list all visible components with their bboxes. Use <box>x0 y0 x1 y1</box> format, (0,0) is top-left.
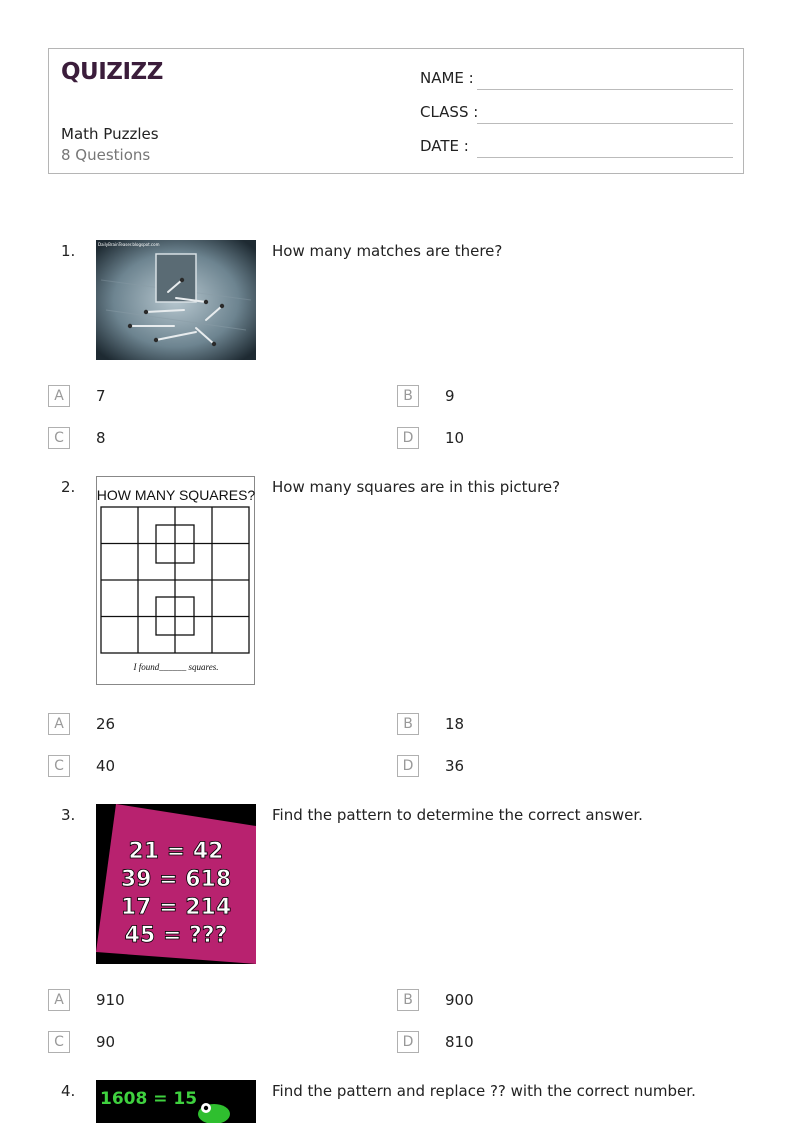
name-line <box>477 89 733 90</box>
option-d-text: 810 <box>445 1033 474 1051</box>
image-footer: I found______ squares. <box>133 662 219 672</box>
option-a-text: 910 <box>96 991 125 1009</box>
class-label: CLASS : <box>420 103 479 121</box>
option-c-text: 8 <box>96 429 106 447</box>
question-number: 2. <box>61 478 76 496</box>
question-text: Find the pattern to determine the correct answer. <box>272 806 643 824</box>
question-text: How many matches are there? <box>272 242 503 260</box>
question-text: Find the pattern and replace ?? with the correct number. <box>272 1082 696 1100</box>
pattern-puzzle-image <box>96 1080 256 1123</box>
option-d-box[interactable]: D <box>397 427 419 449</box>
worksheet-header <box>48 48 744 174</box>
pattern-line: 45 = ??? <box>124 923 228 948</box>
question-count: 8 Questions <box>61 146 151 164</box>
name-label: NAME : <box>420 69 474 87</box>
option-b-text: 900 <box>445 991 474 1009</box>
option-c-text: 90 <box>96 1033 116 1051</box>
option-b-text: 18 <box>445 715 465 733</box>
option-a-text: 7 <box>96 387 106 405</box>
option-b-text: 9 <box>445 387 455 405</box>
quizizz-logo: QUIZIZZ <box>61 59 163 85</box>
question-text: How many squares are in this picture? <box>272 478 561 496</box>
image-caption: DailyBrainTeaser.blogspot.com <box>98 242 160 247</box>
pattern-line: 17 = 214 <box>120 895 232 920</box>
option-d-text: 36 <box>445 757 465 775</box>
option-d-box[interactable]: D <box>397 755 419 777</box>
option-c-text: 40 <box>96 757 116 775</box>
date-label: DATE : <box>420 137 469 155</box>
option-a-text: 26 <box>96 715 116 733</box>
worksheet-title: Math Puzzles <box>61 125 159 143</box>
option-b-box[interactable]: B <box>397 989 419 1011</box>
class-line <box>477 123 733 124</box>
option-c-box[interactable]: C <box>48 755 70 777</box>
pattern-line: 1608 = 15 <box>100 1089 198 1109</box>
pattern-puzzle-image <box>96 804 256 964</box>
option-c-box[interactable]: C <box>48 427 70 449</box>
option-a-box[interactable]: A <box>48 713 70 735</box>
pattern-line: 39 = 618 <box>120 867 232 892</box>
option-b-box[interactable]: B <box>397 385 419 407</box>
question-number: 4. <box>61 1082 76 1100</box>
option-c-box[interactable]: C <box>48 1031 70 1053</box>
pattern-line: 21 = 42 <box>128 839 224 864</box>
date-line <box>477 157 733 158</box>
option-a-box[interactable]: A <box>48 385 70 407</box>
matches-image <box>96 240 256 360</box>
option-a-box[interactable]: A <box>48 989 70 1011</box>
question-number: 3. <box>61 806 76 824</box>
option-d-box[interactable]: D <box>397 1031 419 1053</box>
option-d-text: 10 <box>445 429 465 447</box>
option-b-box[interactable]: B <box>397 713 419 735</box>
squares-puzzle-image <box>96 476 256 686</box>
question-number: 1. <box>61 242 76 260</box>
image-title: HOW MANY SQUARES? <box>96 487 256 503</box>
